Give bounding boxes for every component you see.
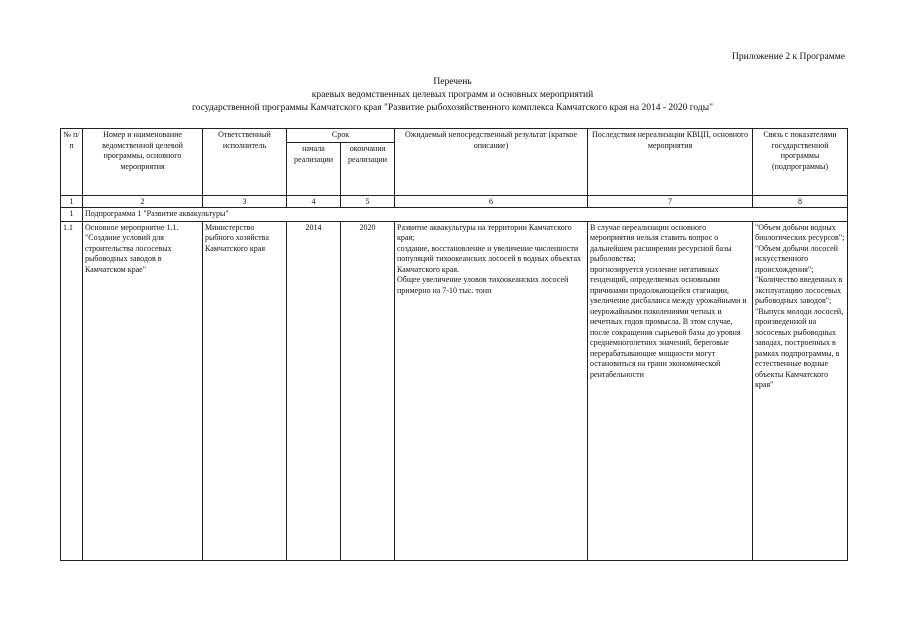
row-end: 2020 <box>341 221 395 560</box>
table-row <box>61 221 848 560</box>
row-name: Основное мероприятие 1.1. "Создание условий для строительства лососевых рыбоводных заводов в Камчатском крае" <box>83 221 203 560</box>
col-header-consequences: Последствия нереализации КВЦП, основного мероприятия <box>588 129 753 196</box>
col-header-link: Связь с показателями государственной программы (подпрограммы) <box>753 129 848 196</box>
col-header-num: № п/п <box>61 129 83 196</box>
col-header-result: Ожидаемый непосредственный результат (краткое описание) <box>395 129 588 196</box>
row-consequences: В случае нереализации основного мероприятия нельзя ставить вопрос о дальнейшем расширении ресурсной базы рыболовства; прогнозируется усиление негативных тенденций, определяемых основными причинами продолжающейся стагнации, увеличение дисбаланса между урожайными и неурожайными поколениями четных и нечетных годов промысла. В этом случае, после сокращения сырьевой базы до уровня среднемноголетних значений, береговые перерабатывающие мощности могут остановиться на грани экономической рентабельности <box>588 221 753 560</box>
col-header-executor: Ответственный исполнитель <box>203 129 287 196</box>
col-header-name: Номер и наименование ведомственной целевой программы, основного мероприятия <box>83 129 203 196</box>
column-number-row <box>61 196 848 208</box>
title-line-1: Перечень <box>433 77 472 87</box>
row-start: 2014 <box>287 221 341 560</box>
column-number: 2 <box>83 196 203 208</box>
row-result: Развитие аквакультуры на территории Камчатского края; создание, восстановление и увеличение численности популяций тихоокеанских лососей в водных объектах Камчатского края. Общее увеличение уловов тихоокеанских лососей примерно на 7-10 тыс. тонн <box>395 221 588 560</box>
col-header-term: Срок <box>287 129 395 143</box>
subprogram-row <box>61 208 848 222</box>
col-header-end: окончания реализации <box>341 143 395 196</box>
column-number: 1 <box>61 196 83 208</box>
row-executor: Министерство рыбного хозяйства Камчатского края <box>203 221 287 560</box>
column-number: 3 <box>203 196 287 208</box>
column-number: 7 <box>588 196 753 208</box>
program-table <box>60 128 848 561</box>
row-link: "Объем добычи водных биологических ресурсов"; "Объем добычи лососей искусственного происхождения"; "Количество введенных в эксплуатацию лососевых рыбоводных заводов"; "Выпуск молоди лососей, произведенной на лососевых рыбоводных заводах, построенных в рамках подпрограммы, в естественные водные объекты Камчатского края" <box>753 221 848 560</box>
title-line-3: государственной программы Камчатского края "Развитие рыбохозяйственного комплекса Камчатского края на 2014 - 2020 годы" <box>192 103 713 113</box>
subprogram-num: 1 <box>61 208 83 222</box>
column-number: 6 <box>395 196 588 208</box>
document-title <box>0 76 905 115</box>
column-number: 8 <box>753 196 848 208</box>
col-header-start: начала реализации <box>287 143 341 196</box>
title-line-2: краевых ведомственных целевых программ и основных мероприятий <box>311 90 594 100</box>
row-num: 1.1 <box>61 221 83 560</box>
header-row-1 <box>61 129 848 143</box>
subprogram-title: Подпрограмма 1 "Развитие аквакультуры" <box>83 208 848 222</box>
column-number: 4 <box>287 196 341 208</box>
column-number: 5 <box>341 196 395 208</box>
appendix-label: Приложение 2 к Программе <box>732 52 845 62</box>
